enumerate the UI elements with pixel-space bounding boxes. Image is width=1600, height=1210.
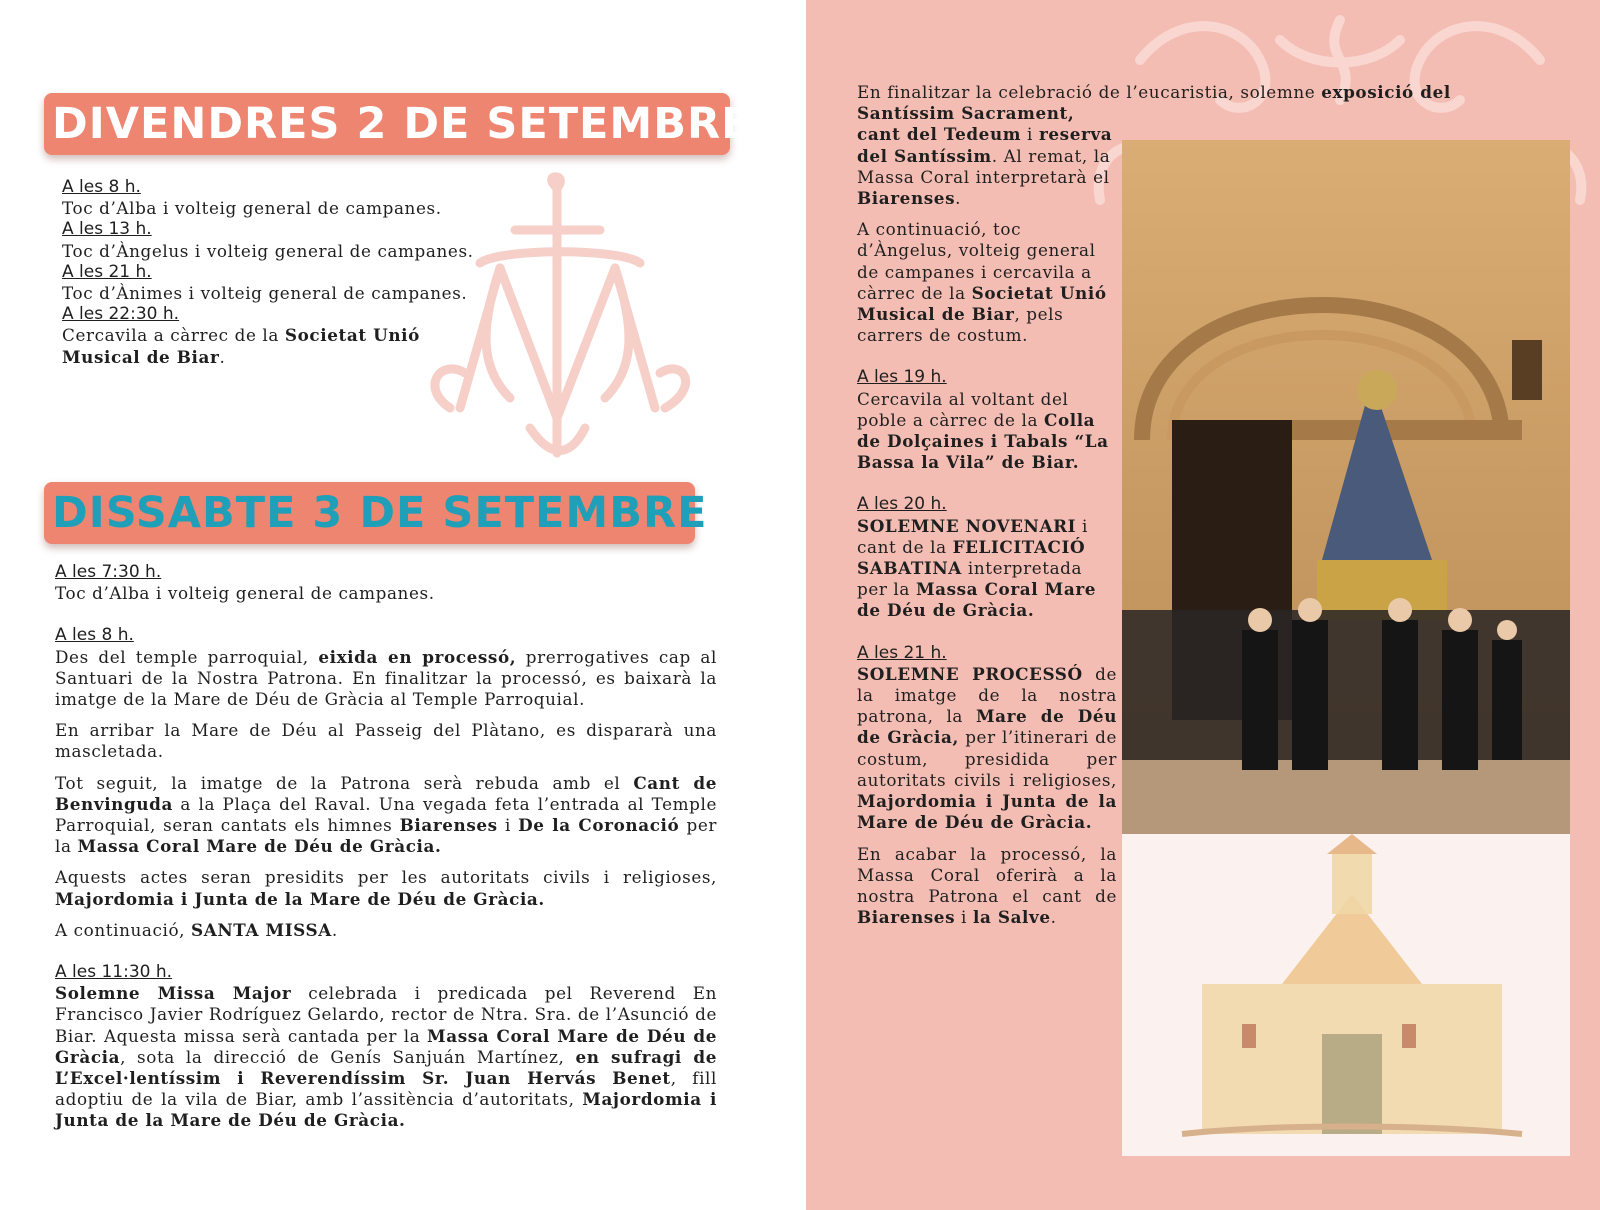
event-time: A les 20 h.	[857, 494, 947, 515]
text-run: , pels carrers de costum.	[857, 304, 1064, 346]
text-run: A continuació,	[55, 919, 192, 940]
event-text	[55, 983, 717, 1131]
text-run: En finalitzar la celebració de l’eucaristia, solemne	[857, 82, 1322, 102]
text-run: .	[955, 188, 962, 209]
event-time: A les 8 h.	[55, 625, 134, 646]
event-text	[55, 920, 717, 941]
bold-run: eixida en processó,	[318, 646, 517, 667]
text-run: i	[1021, 124, 1039, 145]
bold-run: Solemne Missa Major	[55, 983, 292, 1004]
bold-run: Massa Coral Mare de Déu de Gràcia.	[77, 836, 442, 857]
friday-title-banner: DIVENDRES 2 DE SETEMBRE	[44, 93, 730, 155]
event-text	[857, 219, 1117, 346]
event-time: A les 22:30 h.	[62, 304, 180, 325]
event-text	[857, 389, 1117, 474]
event-text: Toc d’Alba i volteig general de campanes.	[62, 198, 442, 219]
bold-run: SOLEMNE NOVENARI	[857, 515, 1077, 536]
saturday-title-banner: DISSABTE 3 DE SETEMBRE	[44, 482, 695, 544]
text-run: celebrada i predicada pel Reverend En Francisco Javier Rodríguez Gelardo, rector de Ntra. Sra. de l’Asunció de Biar. Aquesta missa serà cantada per la	[55, 983, 717, 1046]
text-run: per l’itinerari de costum, presidida per autoritats civils i religioses,	[857, 727, 1118, 790]
bold-run: Massa Coral Mare de Déu de Gràcia	[55, 1025, 717, 1067]
friday-schedule	[62, 177, 492, 368]
sanctuary-drawing	[1122, 834, 1570, 1156]
text-run: i cant de la	[857, 515, 1089, 557]
event-text	[55, 647, 717, 711]
event-time: A les 21 h.	[857, 642, 947, 663]
text-run: Tot seguit, la imatge de la Patrona serà rebuda amb el	[55, 772, 634, 793]
text-run: per la	[55, 815, 717, 857]
text-run: Aquests actes seran presidits per les autoritats civils i religioses,	[55, 867, 717, 888]
bold-run: Majordomia i Junta de la Mare de Déu de Gràcia.	[55, 888, 545, 909]
text-run: Cercavila a càrrec de la	[62, 325, 285, 346]
bold-run: Biarenses	[857, 907, 956, 928]
event-text	[55, 867, 717, 909]
text-run: .	[219, 346, 226, 367]
text-run: prerrogatives cap al Santuari de la Nostra Patrona. En finalitzar la processó, es baixarà la imatge de la Mare de Déu de Gràcia al Temple Parroquial.	[55, 646, 717, 710]
bold-run: Societat Unió Musical de Biar	[62, 325, 420, 367]
text-run: .	[1050, 907, 1057, 928]
text-run: Des del temple parroquial,	[55, 646, 319, 667]
bold-run: en sufragi de L’Excel·lentíssim i Reverendíssim Sr. Juan Hervás Benet	[55, 1046, 717, 1089]
bold-run: Massa Coral Mare de Déu de Gràcia.	[857, 579, 1097, 621]
bold-run: SANTA MISSA	[191, 919, 332, 940]
bold-run: Biarenses	[857, 188, 956, 209]
sanctuary-drawing-illustration	[1122, 834, 1570, 1156]
event-time: A les 21 h.	[62, 261, 152, 282]
text-run: , fill adoptiu de la vila de Biar, amb l’assitència d’autoritats,	[55, 1068, 717, 1110]
event-text: Toc d’Ànimes i volteig general de campanes.	[62, 283, 468, 304]
bold-run: Majordomia i Junta de la Mare de Déu de Gràcia.	[55, 1089, 717, 1131]
text-run: i	[955, 907, 973, 928]
event-text	[857, 844, 1117, 929]
bold-run: Mare de Déu de Gràcia,	[857, 706, 1117, 748]
bold-run: Biarenses	[399, 815, 498, 836]
event-time: A les 13 h.	[62, 219, 152, 240]
bold-run: exposició del	[1321, 82, 1451, 102]
text-run: i	[497, 815, 519, 836]
event-text: En arribar la Mare de Déu al Passeig del Plàtano, es dispararà una mascletada.	[55, 720, 717, 762]
event-time: A les 11:30 h.	[55, 962, 173, 983]
event-text	[857, 103, 1117, 209]
text-run: Cercavila al voltant del poble a càrrec de la	[857, 388, 1069, 430]
event-text: Toc d’Àngelus i volteig general de campanes.	[62, 240, 474, 261]
bold-run: reserva del Santíssim	[857, 124, 1113, 166]
text-run: . Al remat, la Massa Coral interpretarà el	[857, 145, 1111, 187]
event-time: A les 7:30 h.	[55, 562, 162, 582]
right-column	[857, 82, 1451, 928]
text-run: En acabar la processó, la Massa Coral oferirà a la nostra Patrona el cant de	[857, 843, 1117, 906]
bold-run: Majordomia i Junta de la Mare de Déu de Gràcia.	[857, 791, 1117, 833]
bold-run: cant del Tedeum	[857, 124, 1022, 145]
bold-run: Societat Unió Musical de Biar	[857, 282, 1107, 325]
bold-run: Santíssim Sacrament,	[857, 103, 1075, 124]
event-text	[857, 82, 1507, 103]
bold-run: De la Coronació	[518, 815, 680, 836]
event-time: A les 19 h.	[857, 367, 947, 388]
text-run: A continuació, toc d’Àngelus, volteig general de campanes i cercavila a càrrec de la	[857, 219, 1096, 303]
event-text: Toc d’Alba i volteig general de campanes.	[55, 583, 435, 604]
bold-run: FELICITACIÓ SABATINA	[857, 536, 1086, 579]
text-run: .	[331, 919, 338, 940]
procession-photo-illustration	[1122, 140, 1570, 834]
bold-run: la Salve	[972, 907, 1051, 928]
bold-run: Cant de Benvinguda	[55, 772, 718, 814]
event-text	[55, 773, 717, 858]
event-text	[62, 325, 492, 367]
text-run: de la imatge de la nostra patrona, la	[857, 663, 1118, 727]
text-run: interpretada per la	[857, 558, 1083, 600]
procession-photo	[1122, 140, 1570, 834]
event-time: A les 8 h.	[62, 177, 141, 197]
saturday-schedule	[55, 562, 717, 1132]
event-text	[857, 516, 1117, 622]
text-run: a la Plaça del Raval. Una vegada feta l’entrada al Temple Parroquial, seran cantats els himnes	[55, 793, 717, 836]
event-text	[857, 664, 1117, 834]
bold-run: SOLEMNE PROCESSÓ	[857, 663, 1083, 684]
bold-run: Colla de Dolçaines i Tabals “La Bassa la Vila” de Biar.	[857, 409, 1109, 473]
text-run: , sota la direcció de Genís Sanjuán Martínez,	[120, 1046, 576, 1067]
